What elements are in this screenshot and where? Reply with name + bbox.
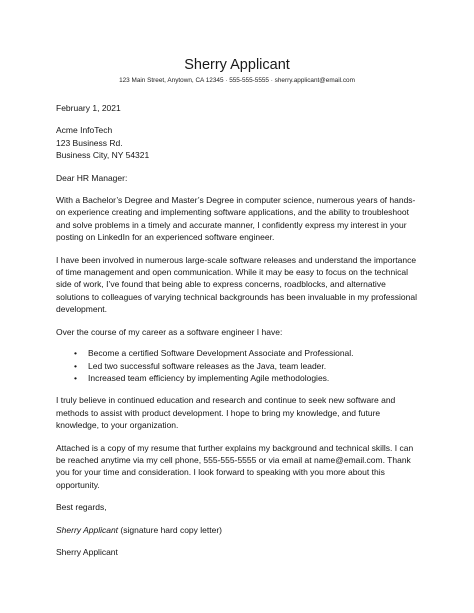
paragraph-line: methods to assist with product development. I hope to bring my knowledge, and future	[56, 407, 381, 418]
paragraph-career-intro: Over the course of my career as a software engineer I have:	[56, 326, 283, 337]
printed-name: Sherry Applicant	[56, 546, 118, 557]
paragraph-intro	[56, 194, 428, 244]
paragraph-line: Attached is a copy of my resume that further explains my background and technical skills. I can	[56, 442, 414, 453]
paragraph-education	[56, 394, 428, 431]
signature-name: Sherry Applicant	[56, 524, 119, 535]
list-item-text: Led two successful software releases as the Java, team leader.	[88, 360, 327, 371]
recipient-address	[56, 124, 428, 161]
closing: Best regards,	[56, 502, 107, 513]
letter-header	[0, 57, 474, 85]
paragraph-line: be reached anytime via my cell phone, 555-555-5555 or via email at name@email.com. Thank	[56, 454, 411, 465]
list-item	[74, 360, 428, 372]
list-item	[74, 347, 428, 359]
paragraph-line: of time management and open communication. While it may be easy to focus on the technical	[56, 267, 408, 278]
paragraph-line: you for your time and consideration. I look forward to speaking with you more about this	[56, 467, 385, 478]
contact-line: 123 Main Street, Anytown, CA 12345 · 555-555-5555 · sherry.applicant@email.com	[119, 77, 355, 84]
paragraph-line: knowledge, to your organization.	[56, 420, 179, 431]
recipient-street: 123 Business Rd.	[56, 137, 123, 148]
paragraph-line: solutions to colleagues of varying technical backgrounds has been invaluable in my professional	[56, 291, 417, 302]
paragraph-line: and solve problems in a timely and accurate manner, I confidently express my interest in your	[56, 219, 407, 230]
paragraph-line: side of work, I’ve found that being able to express concerns, roadblocks, and alternative	[56, 279, 386, 290]
paragraph-experience	[56, 254, 428, 316]
salutation: Dear HR Manager:	[56, 172, 128, 183]
signature-line	[56, 524, 428, 536]
paragraph-line: opportunity.	[56, 479, 100, 490]
bullet-icon: •	[74, 372, 77, 383]
letter-body	[56, 102, 428, 558]
bullet-icon: •	[74, 360, 77, 371]
paragraph-line: posting on LinkedIn for an experienced software engineer.	[56, 232, 275, 243]
paragraph-line: development.	[56, 304, 108, 315]
list-item-text: Become a certified Software Development Associate and Professional.	[88, 348, 354, 359]
recipient-city: Business City, NY 54321	[56, 150, 150, 161]
list-item-text: Increased team efficiency by implementing Agile methodologies.	[88, 372, 330, 383]
applicant-name: Sherry Applicant	[184, 57, 290, 73]
paragraph-line: I have been involved in numerous large-scale software releases and understand the importance	[56, 254, 417, 265]
letter-date: February 1, 2021	[56, 103, 121, 113]
paragraph-line: I truly believe in continued education and research and continue to seek new software and	[56, 395, 396, 406]
achievements-list	[56, 347, 428, 384]
paragraph-contact	[56, 442, 428, 492]
list-item	[74, 372, 428, 384]
paragraph-line: With a Bachelor’s Degree and Master’s Degree in computer science, numerous years of hands-	[56, 195, 416, 206]
paragraph-line: on experience creating and implementing software applications, and the ability to troubleshoot	[56, 207, 409, 218]
signature-note: (signature hard copy letter)	[118, 524, 223, 535]
recipient-company: Acme InfoTech	[56, 125, 113, 136]
bullet-icon: •	[74, 348, 77, 359]
